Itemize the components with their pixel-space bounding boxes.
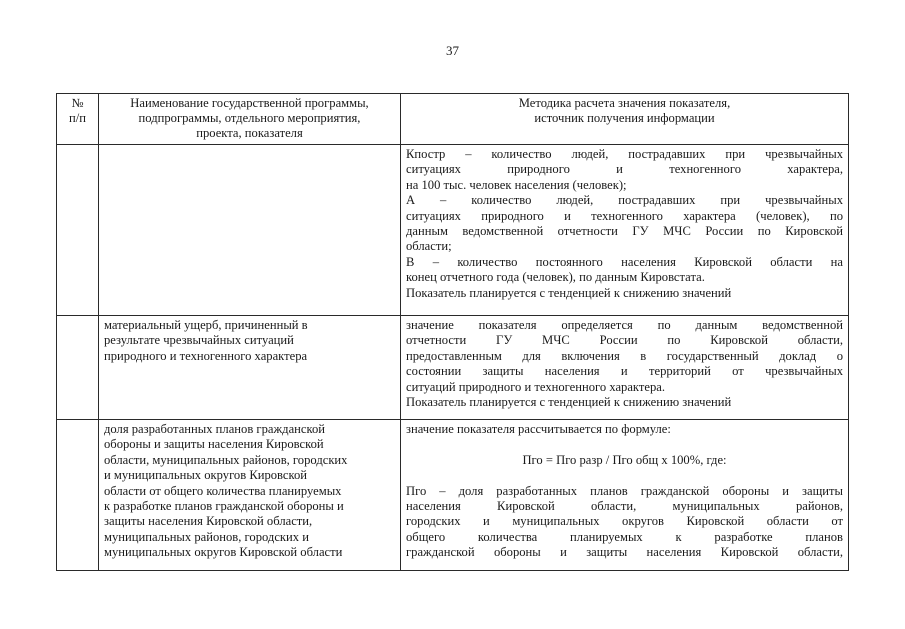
header-method-line2: источник получения информации: [534, 111, 715, 125]
indicator-name-line: и муниципальных округов Кировской: [104, 468, 308, 483]
method-line: отчетности ГУ МЧС России по Кировской области,: [406, 333, 843, 348]
method-line: состоянии защиты населения и территорий от чрезвычайных: [406, 364, 843, 379]
indicator-name-line: защиты населения Кировской области,: [104, 514, 313, 529]
method-cell: [401, 145, 849, 316]
method-line: ситуациях природного и техногенного характера,: [406, 162, 843, 177]
method-line: данным ведомственной отчетности ГУ МЧС России по Кировской: [406, 224, 843, 239]
table-row: [57, 420, 849, 571]
indicator-name-line: материальный ущерб, причиненный в: [104, 318, 308, 332]
header-name-line2: подпрограммы, отдельного мероприятия,: [138, 111, 361, 125]
method-intro: значение показателя рассчитывается по формуле:: [406, 422, 671, 436]
header-method: [401, 94, 849, 145]
method-line: значение показателя определяется по данным ведомственной: [406, 318, 843, 332]
header-number-line2: п/п: [69, 111, 86, 125]
row-number-cell: [57, 145, 99, 316]
row-number-cell: [57, 420, 99, 571]
page-number: 37: [446, 43, 459, 58]
indicator-name-line: доля разработанных планов гражданской: [104, 422, 326, 436]
indicator-name-line: муниципальных округов Кировской области: [104, 545, 343, 560]
indicator-name-line: области от общего количества планируемых: [104, 483, 342, 498]
indicator-table: [56, 93, 849, 571]
indicator-name-line: области, муниципальных районов, городских: [104, 452, 348, 467]
method-line: предоставленным для включения в государственный доклад о: [406, 348, 843, 363]
method-line: В – количество постоянного населения Кировской области на: [406, 254, 843, 269]
indicator-name-line: результате чрезвычайных ситуаций: [104, 333, 294, 348]
method-line: городских и муниципальных округов Кировской области от: [406, 514, 843, 529]
method-line: области;: [406, 239, 452, 254]
table-row: [57, 145, 849, 316]
method-line: ситуациях природного и техногенного характера (человек), по: [406, 208, 843, 223]
method-line: на 100 тыс. человек населения (человек);: [406, 177, 627, 192]
indicator-name-line: к разработке планов гражданской обороны и: [104, 499, 344, 514]
method-line: Пго – доля разработанных планов гражданской обороны и защиты: [406, 483, 843, 498]
method-line: Кпостр – количество людей, пострадавших при чрезвычайных: [406, 147, 843, 161]
header-method-line1: Методика расчета значения показателя,: [518, 96, 731, 110]
indicator-name-cell: [99, 316, 401, 420]
method-cell: [401, 420, 849, 571]
indicator-name-line: природного и техногенного характера: [104, 348, 308, 363]
indicator-name-cell: [99, 420, 401, 571]
method-line: Показатель планируется с тенденцией к снижению значений: [406, 285, 732, 300]
method-line: ситуаций природного и техногенного характера.: [406, 379, 666, 394]
header-number: [57, 94, 99, 145]
header-name-line1: Наименование государственной программы,: [130, 96, 369, 110]
method-line: конец отчетного года (человек), по данным Кировстата.: [406, 270, 705, 285]
indicator-name-line: обороны и защиты населения Кировской: [104, 437, 324, 452]
method-line: общего количества планируемых к разработке планов: [406, 529, 843, 544]
method-cell: [401, 316, 849, 420]
formula: Пго = Пго разр / Пго общ х 100%, где:: [522, 452, 727, 467]
method-line: населения Кировской области, муниципальных районов,: [406, 499, 843, 513]
header-number-line1: №: [71, 96, 84, 110]
method-line: А – количество людей, пострадавших при чрезвычайных: [406, 193, 843, 208]
row-number-cell: [57, 316, 99, 420]
method-line: Показатель планируется с тенденцией к снижению значений: [406, 395, 732, 410]
table-header-row: [57, 94, 849, 145]
indicator-name-line: муниципальных районов, городских и: [104, 529, 309, 544]
method-line: гражданской обороны и защиты населения Кировской области,: [406, 545, 843, 560]
header-name: [99, 94, 401, 145]
table-row: [57, 316, 849, 420]
indicator-name-cell: [99, 145, 401, 316]
header-name-line3: проекта, показателя: [196, 126, 303, 140]
